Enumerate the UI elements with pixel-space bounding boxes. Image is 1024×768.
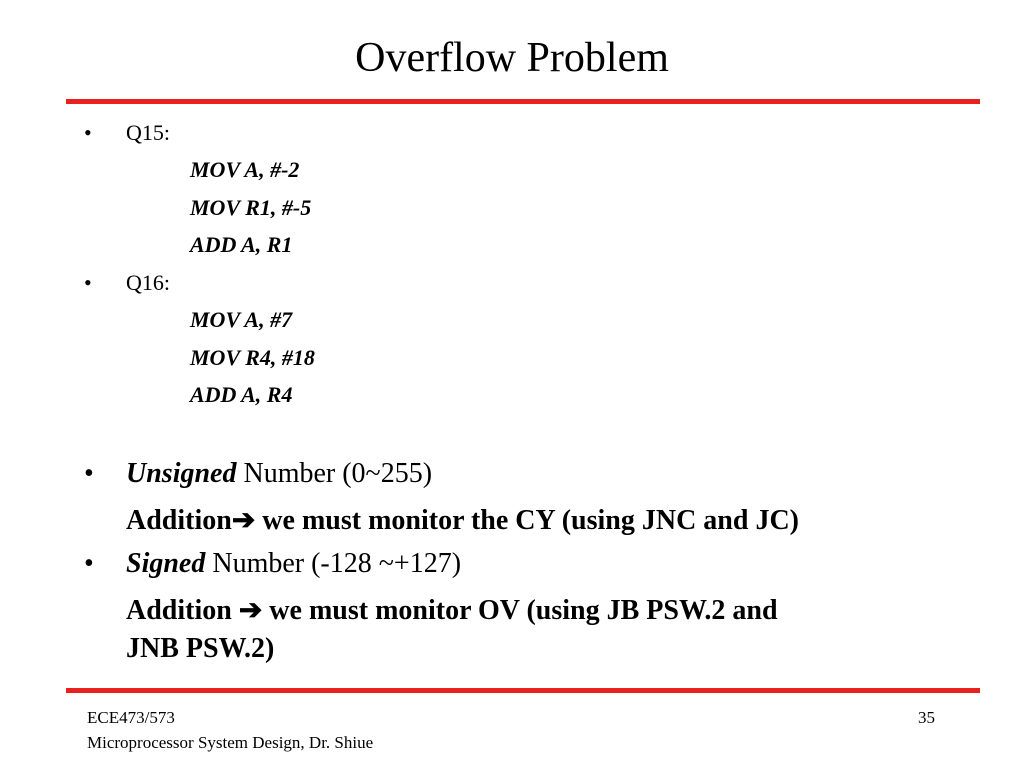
- arrow-right-icon: ➔: [238, 595, 263, 626]
- q16-code-line-2: MOV R4, #18: [190, 345, 315, 370]
- slide-title: Overflow Problem: [355, 35, 669, 81]
- q15-code-line-2: MOV R1, #-5: [190, 195, 312, 220]
- unsigned-addition-desc: we must monitor the CY (using JNC and JC): [255, 505, 799, 536]
- title-divider: [66, 99, 980, 104]
- q15-label: Q15:: [126, 120, 170, 145]
- unsigned-addition-line: [126, 503, 799, 537]
- bullet-q15: •: [84, 120, 92, 145]
- signed-addition-line: [126, 593, 778, 627]
- bullet-unsigned: •: [84, 458, 94, 489]
- unsigned-range: Number (0~255): [236, 458, 433, 489]
- q15-code-line-1: MOV A, #-2: [190, 157, 300, 182]
- signed-term: Signed: [126, 548, 206, 579]
- footer-divider: [66, 688, 980, 693]
- q16-label: Q16:: [126, 270, 170, 295]
- signed-range: Number (-128 ~+127): [205, 548, 462, 579]
- q16-code-line-1: MOV A, #7: [190, 307, 293, 332]
- footer-subtitle: Microprocessor System Design, Dr. Shiue: [87, 733, 374, 752]
- signed-heading: [126, 548, 461, 580]
- page-number: 35: [918, 708, 935, 727]
- q15-code-line-3: ADD A, R1: [190, 232, 293, 257]
- signed-addition-desc: we must monitor OV (using JB PSW.2 and: [262, 595, 778, 626]
- signed-addition-desc-cont: JNB PSW.2): [126, 633, 275, 664]
- arrow-right-icon: ➔: [231, 505, 256, 536]
- unsigned-term: Unsigned: [126, 458, 237, 489]
- unsigned-heading: [126, 458, 432, 490]
- signed-addition-label: Addition: [126, 595, 239, 626]
- unsigned-addition-label: Addition: [126, 505, 232, 536]
- q16-code-line-3: ADD A, R4: [190, 382, 293, 407]
- bullet-q16: •: [84, 270, 92, 295]
- footer-course: ECE473/573: [87, 708, 175, 727]
- bullet-signed: •: [84, 548, 94, 579]
